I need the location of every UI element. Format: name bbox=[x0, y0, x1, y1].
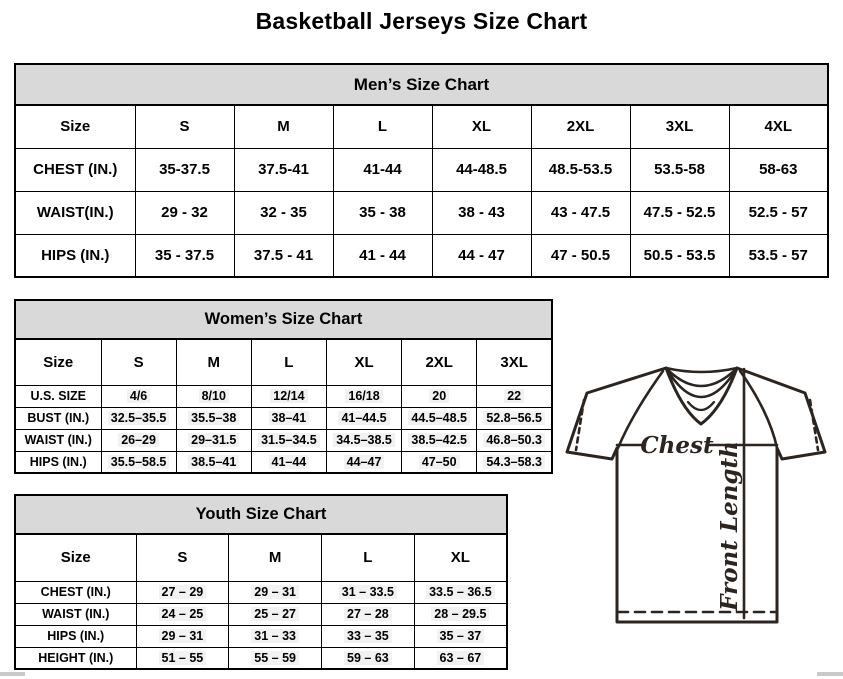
table-cell: 35.5–38 bbox=[176, 407, 251, 429]
column-header: S bbox=[136, 534, 229, 581]
table-cell: 53.5 - 57 bbox=[729, 234, 828, 277]
table-cell: 22 bbox=[477, 385, 552, 407]
column-header: XL bbox=[414, 534, 507, 581]
right-armhole-seam bbox=[740, 371, 777, 448]
table-cell: 31 – 33 bbox=[229, 625, 322, 647]
table-cell: 37.5 - 41 bbox=[234, 234, 333, 277]
table-title: Women’s Size Chart bbox=[15, 300, 552, 339]
column-header: 3XL bbox=[477, 339, 552, 385]
column-header: M bbox=[176, 339, 251, 385]
table-cell: 51 – 55 bbox=[136, 647, 229, 669]
row-label: WAIST (IN.) bbox=[15, 603, 136, 625]
column-header: Size bbox=[15, 339, 101, 385]
row-label: BUST (IN.) bbox=[15, 407, 101, 429]
table-cell: 29–31.5 bbox=[176, 429, 251, 451]
table-cell: 33 – 35 bbox=[322, 625, 415, 647]
table-cell: 28 – 29.5 bbox=[414, 603, 507, 625]
row-label: CHEST (IN.) bbox=[15, 581, 136, 603]
row-label: U.S. SIZE bbox=[15, 385, 101, 407]
column-header: M bbox=[229, 534, 322, 581]
table-cell: 47 - 50.5 bbox=[531, 234, 630, 277]
table-cell: 44–47 bbox=[326, 451, 401, 473]
table-cell: 29 - 32 bbox=[135, 191, 234, 234]
row-label: WAIST (IN.) bbox=[15, 429, 101, 451]
row-label: HIPS (IN.) bbox=[15, 451, 101, 473]
womens-size-chart-table bbox=[14, 299, 553, 474]
column-header: 2XL bbox=[531, 105, 630, 148]
table-cell: 43 - 47.5 bbox=[531, 191, 630, 234]
table-cell: 29 – 31 bbox=[229, 581, 322, 603]
table-cell: 27 – 28 bbox=[322, 603, 415, 625]
column-header: S bbox=[101, 339, 176, 385]
table-cell: 35.5–58.5 bbox=[101, 451, 176, 473]
table-cell: 32 - 35 bbox=[234, 191, 333, 234]
table-cell: 29 – 31 bbox=[136, 625, 229, 647]
row-label: WAIST(IN.) bbox=[15, 191, 135, 234]
table-cell: 35 – 37 bbox=[414, 625, 507, 647]
table-cell: 4/6 bbox=[101, 385, 176, 407]
table-cell: 32.5–35.5 bbox=[101, 407, 176, 429]
column-header: M bbox=[234, 105, 333, 148]
column-header: L bbox=[251, 339, 326, 385]
column-header: S bbox=[135, 105, 234, 148]
table-cell: 34.5–38.5 bbox=[326, 429, 401, 451]
table-cell: 27 – 29 bbox=[136, 581, 229, 603]
row-label: HEIGHT (IN.) bbox=[15, 647, 136, 669]
table-cell: 20 bbox=[402, 385, 477, 407]
jersey-diagram-svg bbox=[560, 356, 843, 628]
table-cell: 33.5 – 36.5 bbox=[414, 581, 507, 603]
column-header: Size bbox=[15, 105, 135, 148]
youth-size-chart-table bbox=[14, 494, 508, 670]
table-cell: 35 - 37.5 bbox=[135, 234, 234, 277]
table-cell: 38–41 bbox=[251, 407, 326, 429]
table-title: Youth Size Chart bbox=[15, 495, 507, 534]
table-cell: 47.5 - 52.5 bbox=[630, 191, 729, 234]
row-label: HIPS (IN.) bbox=[15, 625, 136, 647]
column-header: L bbox=[322, 534, 415, 581]
row-label: HIPS (IN.) bbox=[15, 234, 135, 277]
table-cell: 44.5–48.5 bbox=[402, 407, 477, 429]
table-cell: 58-63 bbox=[729, 148, 828, 191]
column-header: XL bbox=[432, 105, 531, 148]
column-header: XL bbox=[326, 339, 401, 385]
table-title: Men’s Size Chart bbox=[15, 64, 828, 105]
table-cell: 41 - 44 bbox=[333, 234, 432, 277]
table-cell: 48.5-53.5 bbox=[531, 148, 630, 191]
table-cell: 55 – 59 bbox=[229, 647, 322, 669]
column-header: Size bbox=[15, 534, 136, 581]
table-cell: 24 – 25 bbox=[136, 603, 229, 625]
table-cell: 52.5 - 57 bbox=[729, 191, 828, 234]
table-cell: 12/14 bbox=[251, 385, 326, 407]
table-cell: 26–29 bbox=[101, 429, 176, 451]
table-cell: 54.3–58.3 bbox=[477, 451, 552, 473]
horizontal-scrollbar-fragment-right[interactable] bbox=[817, 672, 843, 676]
table-cell: 31 – 33.5 bbox=[322, 581, 415, 603]
collar-back-line bbox=[666, 368, 737, 372]
table-cell: 44 - 47 bbox=[432, 234, 531, 277]
table-cell: 38.5–41 bbox=[176, 451, 251, 473]
table-cell: 63 – 67 bbox=[414, 647, 507, 669]
jersey-outline bbox=[567, 368, 825, 622]
table-cell: 52.8–56.5 bbox=[477, 407, 552, 429]
column-header: 3XL bbox=[630, 105, 729, 148]
row-label: CHEST (IN.) bbox=[15, 148, 135, 191]
jersey-measurement-diagram bbox=[560, 356, 843, 628]
mens-size-chart-table bbox=[14, 63, 829, 278]
table-cell: 35 - 38 bbox=[333, 191, 432, 234]
table-cell: 41-44 bbox=[333, 148, 432, 191]
column-header: 2XL bbox=[402, 339, 477, 385]
table-cell: 41–44 bbox=[251, 451, 326, 473]
table-cell: 50.5 - 53.5 bbox=[630, 234, 729, 277]
table-cell: 46.8–50.3 bbox=[477, 429, 552, 451]
front-length-label: Front Length bbox=[716, 441, 743, 611]
v-neck-inner-trim bbox=[688, 402, 714, 410]
chest-label: Chest bbox=[640, 432, 714, 459]
table-cell: 47–50 bbox=[402, 451, 477, 473]
table-cell: 41–44.5 bbox=[326, 407, 401, 429]
table-cell: 16/18 bbox=[326, 385, 401, 407]
table-cell: 59 – 63 bbox=[322, 647, 415, 669]
table-cell: 8/10 bbox=[176, 385, 251, 407]
column-header: 4XL bbox=[729, 105, 828, 148]
table-cell: 31.5–34.5 bbox=[251, 429, 326, 451]
column-header: L bbox=[333, 105, 432, 148]
page-title: Basketball Jerseys Size Chart bbox=[255, 8, 588, 34]
table-cell: 53.5-58 bbox=[630, 148, 729, 191]
horizontal-scrollbar-fragment-left[interactable] bbox=[0, 672, 25, 676]
table-cell: 38 - 43 bbox=[432, 191, 531, 234]
table-cell: 44-48.5 bbox=[432, 148, 531, 191]
table-cell: 37.5-41 bbox=[234, 148, 333, 191]
table-cell: 35-37.5 bbox=[135, 148, 234, 191]
table-cell: 25 – 27 bbox=[229, 603, 322, 625]
table-cell: 38.5–42.5 bbox=[402, 429, 477, 451]
